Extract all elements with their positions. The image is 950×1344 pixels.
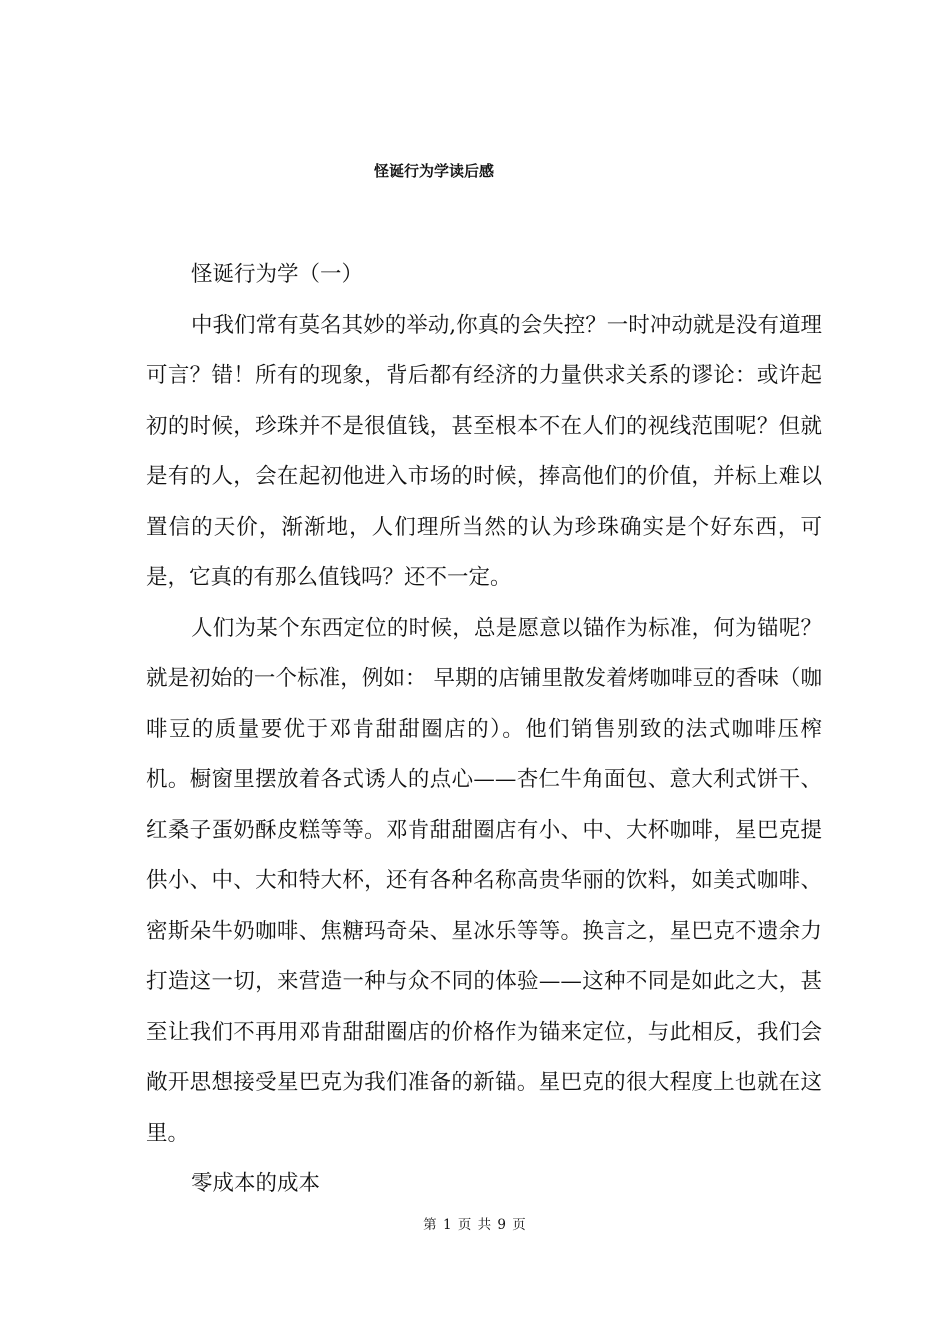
document-body [146, 250, 822, 1210]
page-number-footer: 第 1 页 共 9 页 [423, 1217, 527, 1233]
body-paragraph: 人们为某个东西定位的时候，总是愿意以锚作为标准，何为锚呢？就是初始的一个标准，例如： 早期的店铺里散发着烤咖啡豆的香味（咖啡豆的质量要优于邓肯甜甜圈店的）。他们销售别致的法式咖啡压榨机。橱窗里摆放着各式诱人的点心——杏仁牛角面包、意大利式饼干、红桑子蛋奶酥皮糕等等。邓肯甜甜圈店有小、中、大杯咖啡，星巴克提供小、中、大和特大杯，还有各种名称高贵华丽的饮料，如美式咖啡、密斯朵牛奶咖啡、焦糖玛奇朵、星冰乐等等。换言之，星巴克不遗余力打造这一切，来营造一种与众不同的体验——这种不同是如此之大，甚至让我们不再用邓肯甜甜圈店的价格作为锚来定位，与此相反，我们会敞开思想接受星巴克为我们准备的新锚。星巴克的很大程度上也就在这里。 [146, 615, 822, 1146]
section-heading: 怪诞行为学（一） [191, 262, 364, 287]
document-title: 怪诞行为学读后感 [373, 162, 494, 180]
body-paragraph: 中我们常有莫名其妙的举动,你真的会失控？一时冲动就是没有道理可言？错！所有的现象，背后都有经济的力量供求关系的谬论：或许起初的时候，珍珠并不是很值钱，甚至根本不在人们的视线范围呢？但就是有的人，会在起初他进入市场的时候，捧高他们的价值，并标上难以置信的天价，渐渐地，人们理所当然的认为珍珠确实是个好东西，可是，它真的有那么值钱吗？还不一定。 [146, 312, 822, 590]
section-heading: 零成本的成本 [191, 1171, 321, 1196]
